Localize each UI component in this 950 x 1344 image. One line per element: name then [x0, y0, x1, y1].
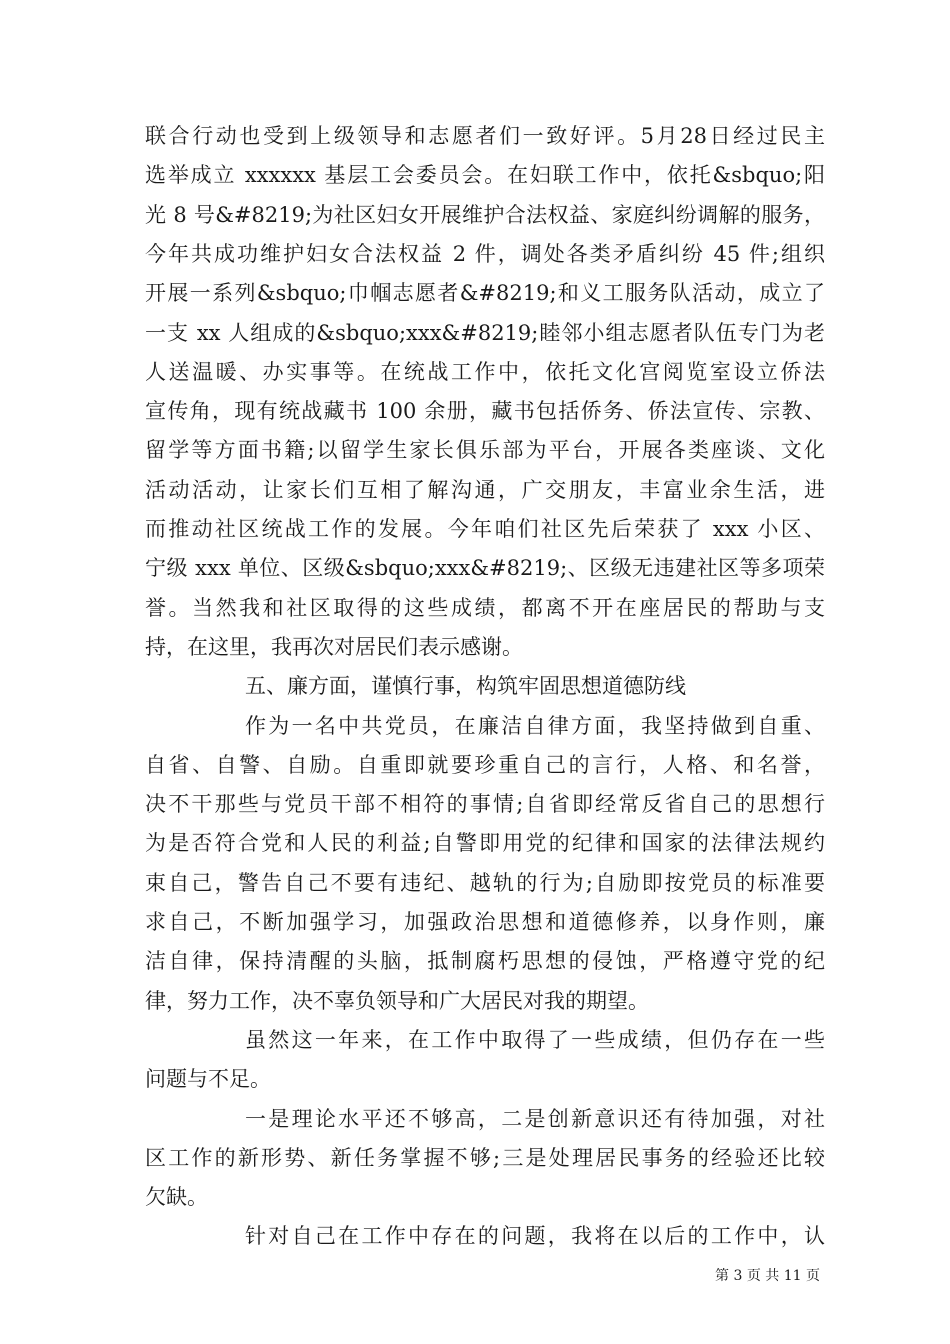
- text-line: 开展一系列&sbquo;巾帼志愿者&#8219;和义工服务队活动，成立了: [145, 281, 825, 305]
- text-line: 欠缺。: [145, 1185, 208, 1209]
- text-line: 束自己，警告自己不要有违纪、越轨的行为;自励即按党员的标准要: [145, 871, 825, 895]
- text-line: 持，在这里，我再次对居民们表示感谢。: [145, 635, 523, 659]
- section-heading: 五、廉方面，谨慎行事，构筑牢固思想道德防线: [245, 674, 686, 698]
- text-line: 而推动社区统战工作的发展。今年咱们社区先后荣获了 xxx 小区、: [145, 517, 825, 541]
- text-line: 宁级 xxx 单位、区级&sbquo;xxx&#8219;、区级无违建社区等多项荣: [145, 556, 825, 580]
- text-line: 一是理论水平还不够高，二是创新意识还有待加强，对社: [245, 1107, 825, 1131]
- page-footer: 第 3 页 共 11 页: [715, 1268, 820, 1284]
- text-line: 为是否符合党和人民的利益;自警即用党的纪律和国家的法律法规约: [145, 831, 825, 855]
- text-line: 针对自己在工作中存在的问题，我将在以后的工作中，认: [245, 1224, 825, 1248]
- text-line: 作为一名中共党员，在廉洁自律方面，我坚持做到自重、: [245, 714, 825, 738]
- text-line: 问题与不足。: [145, 1067, 271, 1091]
- text-line: 律，努力工作，决不辜负领导和广大居民对我的期望。: [145, 989, 649, 1013]
- text-line: 今年共成功维护妇女合法权益 2 件，调处各类矛盾纠纷 45 件;组织: [145, 242, 825, 266]
- text-line: 求自己，不断加强学习，加强政治思想和道德修养，以身作则，廉: [145, 910, 825, 934]
- text-line: 光 8 号&#8219;为社区妇女开展维护合法权益、家庭纠纷调解的服务，: [145, 203, 825, 227]
- text-line: 宣传角，现有统战藏书 100 余册，藏书包括侨务、侨法宣传、宗教、: [145, 399, 825, 423]
- text-line: 誉。当然我和社区取得的这些成绩，都离不开在座居民的帮助与支: [145, 596, 825, 620]
- text-line: 自省、自警、自励。自重即就要珍重自己的言行，人格、和名誉，: [145, 753, 825, 777]
- text-line: 选举成立 xxxxxx 基层工会委员会。在妇联工作中，依托&sbquo;阳: [145, 163, 825, 187]
- text-line: 联合行动也受到上级领导和志愿者们一致好评。5月28日经过民主: [145, 124, 825, 148]
- text-line: 活动活动，让家长们互相了解沟通，广交朋友，丰富业余生活，进: [145, 478, 825, 502]
- text-line: 留学等方面书籍;以留学生家长俱乐部为平台，开展各类座谈、文化: [145, 438, 825, 462]
- text-line: 决不干那些与党员干部不相符的事情;自省即经常反省自己的思想行: [145, 792, 825, 816]
- text-line: 人送温暖、办实事等。在统战工作中，依托文化宫阅览室设立侨法: [145, 360, 825, 384]
- text-line: 虽然这一年来，在工作中取得了一些成绩，但仍存在一些: [245, 1028, 825, 1052]
- text-line: 一支 xx 人组成的&sbquo;xxx&#8219;睦邻小组志愿者队伍专门为老: [145, 321, 825, 345]
- text-line: 区工作的新形势、新任务掌握不够;三是处理居民事务的经验还比较: [145, 1146, 825, 1170]
- text-line: 洁自律，保持清醒的头脑，抵制腐朽思想的侵蚀，严格遵守党的纪: [145, 949, 825, 973]
